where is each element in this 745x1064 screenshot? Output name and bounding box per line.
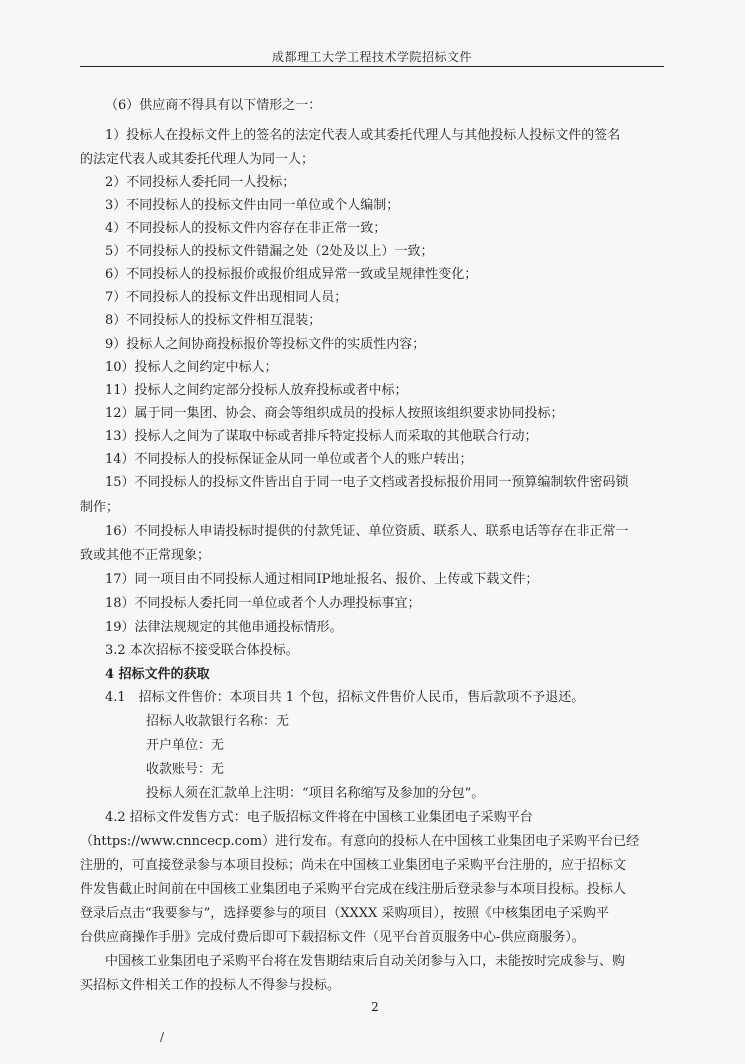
clause-7: 7）不同投标人的投标文件出现相同人员； bbox=[105, 290, 348, 305]
section-4-2-line3: 注册的，可直接登录参与本项目投标；尚未在中国核工业集团电子采购平台注册的，应于招标文 bbox=[80, 858, 627, 873]
clause-12: 12）属于同一集团、协会、商会等组织成员的投标人按照该组织要求协同投标； bbox=[105, 406, 564, 421]
header-divider bbox=[80, 66, 664, 67]
clause-3: 3）不同投标人的投标文件由同一单位或个人编制； bbox=[105, 198, 400, 213]
clause-8: 8）不同投标人的投标文件相互混装； bbox=[105, 313, 322, 328]
section-4-heading: 4 招标文件的获取 bbox=[105, 667, 210, 682]
clause-6: 6）不同投标人的投标报价或报价组成异常一致或呈规律性变化； bbox=[105, 267, 478, 282]
clause-1-line2: 的法定代表人或其委托代理人为同一人； bbox=[80, 152, 315, 167]
closing-line2: 买招标文件相关工作的投标人不得参与投标。 bbox=[80, 978, 341, 993]
item6-title: （6）供应商不得具有以下情形之一： bbox=[105, 98, 322, 113]
clause-15-line1: 15）不同投标人的投标文件皆出自于同一电子文档或者投标报价用同一预算编制软件密码锁 bbox=[105, 475, 629, 490]
clause-9: 9）投标人之间协商投标报价等投标文件的实质性内容； bbox=[105, 337, 426, 352]
bank-name: 招标人收款银行名称：无 bbox=[146, 714, 290, 729]
clause-4: 4）不同投标人的投标文件内容存在非正常一致； bbox=[105, 221, 387, 236]
account-number: 收款账号：无 bbox=[146, 762, 225, 777]
section-4-2-line5: 登录后点击“我要参与”，选择要参与的项目（XXXX 采购项目），按照《中核集团电子采购平 bbox=[80, 906, 609, 921]
clause-16-line1: 16）不同投标人申请投标时提供的付款凭证、单位资质、联系人、联系电话等存在非正常一 bbox=[105, 524, 629, 539]
page-header: 成都理工大学工程技术学院招标文件 bbox=[271, 50, 472, 64]
section-4-2-line6: 台供应商操作手册》完成付费后即可下载招标文件（见平台首页服务中心-供应商服务）。 bbox=[80, 930, 585, 945]
closing-line1: 中国核工业集团电子采购平台将在发售期结束后自动关闭参与入口，未能按时完成参与、购 bbox=[105, 954, 626, 969]
clause-11: 11）投标人之间约定部分投标人放弃投标或者中标； bbox=[105, 383, 408, 398]
clause-15-line2: 制作； bbox=[80, 500, 120, 515]
clause-19: 19）法律法规规定的其他串通投标情形。 bbox=[105, 620, 343, 635]
section-4-1: 4.1 招标文件售价：本项目共 1 个包，招标文件售价人民币，售后款项不予退还。 bbox=[105, 690, 585, 705]
section-3-2: 3.2 本次招标不接受联合体投标。 bbox=[105, 643, 299, 658]
clause-18: 18）不同投标人委托同一单位或者个人办理投标事宜； bbox=[105, 596, 421, 611]
page-number: 2 bbox=[371, 1000, 379, 1014]
section-4-2-line4: 件发售截止时间前在中国核工业集团电子采购平台完成在线注册后登录参与本项目投标。投标人 bbox=[80, 882, 627, 897]
section-4-2-line2: （https://www.cnncecp.com）进行发布。有意向的投标人在中国核工业集团电子采购平台已经 bbox=[80, 834, 640, 849]
clause-5: 5）不同投标人的投标文件错漏之处（2处及以上）一致； bbox=[105, 244, 434, 259]
clause-13: 13）投标人之间为了谋取中标或者排斥特定投标人而采取的其他联合行动； bbox=[105, 429, 538, 444]
section-4-2-line1: 4.2 招标文件发售方式：电子版招标文件将在中国核工业集团电子采购平台 bbox=[105, 810, 533, 825]
clause-17: 17）同一项目由不同投标人通过相同IP地址报名、报价、上传或下载文件； bbox=[105, 572, 539, 587]
clause-10: 10）投标人之间约定中标人； bbox=[105, 360, 278, 375]
remittance-note: 投标人须在汇款单上注明：“项目名称缩写及参加的分包”。 bbox=[146, 786, 485, 801]
clause-14: 14）不同投标人的投标保证金从同一单位或者个人的账户转出； bbox=[105, 452, 473, 467]
account-unit: 开户单位：无 bbox=[146, 738, 225, 753]
scan-mark: / bbox=[160, 1030, 165, 1044]
clause-2: 2）不同投标人委托同一人投标； bbox=[105, 175, 296, 190]
clause-1-line1: 1）投标人在投标文件上的签名的法定代表人或其委托代理人与其他投标人投标文件的签名 bbox=[105, 128, 621, 143]
clause-16-line2: 致或其他不正常现象； bbox=[80, 548, 211, 563]
